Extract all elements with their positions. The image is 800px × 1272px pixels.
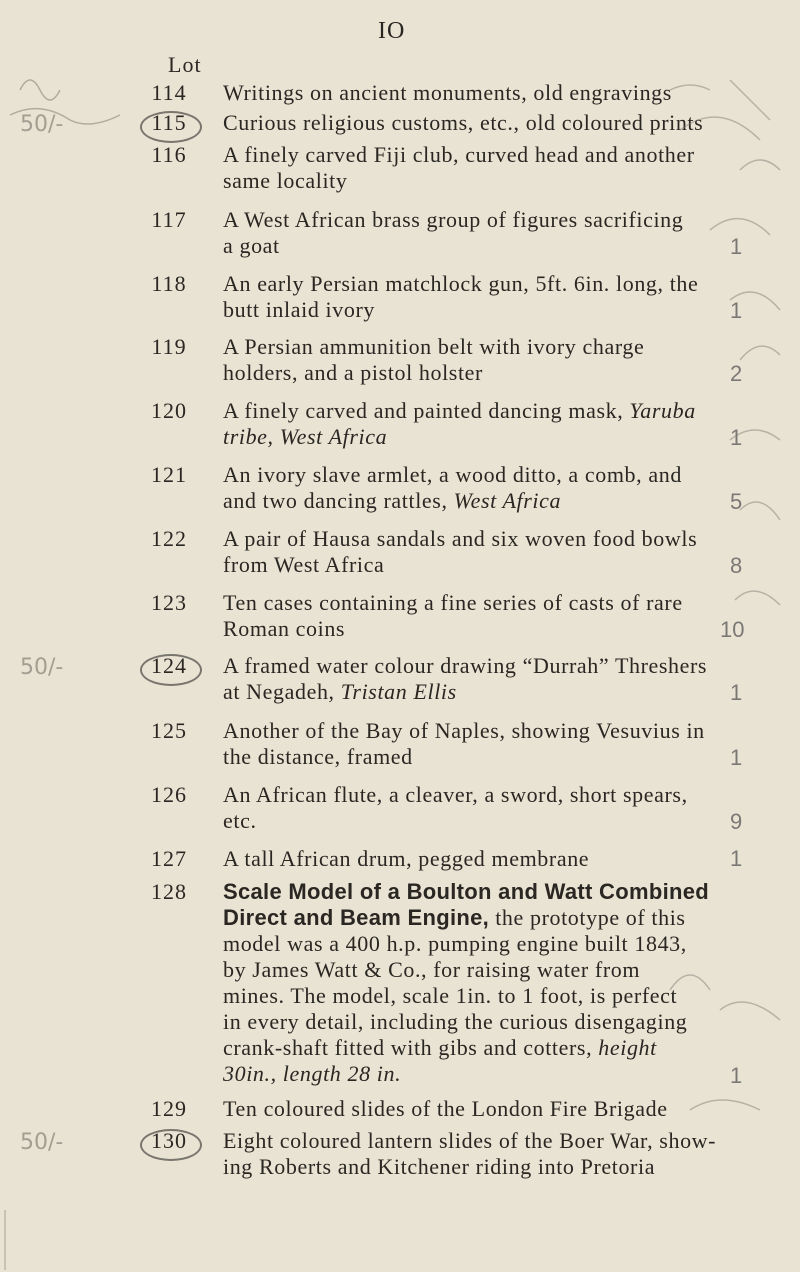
price-mark: 1 [730,425,743,450]
lot-description-line: mines. The model, scale 1in. to 1 foot, is perfect [223,983,678,1008]
lot-description [223,526,763,578]
lot-description-line: by James Watt & Co., for raising water from [223,957,641,982]
lot-description-line: Direct and Beam Engine, the prototype of this [223,905,686,930]
lot-number: 125 [151,718,187,743]
price-mark: 1 [730,298,743,323]
lot-description-line: A pair of Hausa sandals and six woven food bowls [223,526,698,551]
lot-description-line: A framed water colour drawing “Durrah” Threshers [223,653,708,678]
lot-number: 119 [151,334,187,359]
lot-description-line: 30in., length 28 in. [223,1061,402,1086]
lot-description [223,590,763,642]
lot-description-line: holders, and a pistol holster [223,360,483,385]
lot-description: Ten coloured slides of the London Fire Brigade [223,1096,668,1121]
lot-description-line: Another of the Bay of Naples, showing Vesuvius in [223,718,705,743]
price-mark: 2 [730,361,743,386]
lot-description [223,462,763,514]
price-mark: 10 [720,617,745,642]
lot-number: 127 [151,846,187,871]
lot-description-line: at Negadeh, Tristan Ellis [223,679,457,704]
lot-description [223,718,763,770]
price-mark: 8 [730,553,743,578]
lot-description-line: An ivory slave armlet, a wood ditto, a comb, and [223,462,682,487]
lot-description-line: Scale Model of a Boulton and Watt Combined [223,879,710,904]
lot-description-line: ing Roberts and Kitchener riding into Pretoria [223,1154,656,1179]
lot-number: 114 [151,80,187,105]
lot-description-line: model was a 400 h.p. pumping engine built 1843, [223,931,687,956]
lot-description-line: butt inlaid ivory [223,297,375,322]
price-mark: 1 [730,846,743,871]
pencil-circle-130 [140,1129,202,1161]
lot-description-line: same locality [223,168,348,193]
page-number: IO [378,18,406,44]
handwritten-note: 50/- [20,655,64,680]
lot-description-line: A finely carved and painted dancing mask, Yaruba [223,398,696,423]
handwritten-note: 50/- [20,112,64,137]
lot-number: 129 [151,1096,187,1121]
price-mark: 1 [730,680,743,705]
lot-description: Curious religious customs, etc., old coloured prints [223,110,704,135]
lot-description [223,782,763,834]
lot-description [223,207,763,259]
margin-scribble [0,1210,10,1270]
lot-description [223,142,763,194]
lot-description: Writings on ancient monuments, old engravings [223,80,672,105]
lot-number: 120 [151,398,187,423]
lot-description-line: crank-shaft fitted with gibs and cotters, height [223,1035,657,1060]
lot-number: 121 [151,462,187,487]
lot-number: 122 [151,526,187,551]
lot-number: 130 [151,1128,187,1153]
lot-description-line: A Persian ammunition belt with ivory charge [223,334,645,359]
lot-description-line: in every detail, including the curious disengaging [223,1009,688,1034]
lot-description-line: An early Persian matchlock gun, 5ft. 6in. long, the [223,271,699,296]
lot-number: 128 [151,879,187,904]
lot-number: 117 [151,207,187,232]
price-mark: 1 [730,745,743,770]
pencil-circle-115 [140,111,202,143]
lot-description-line: etc. [223,808,257,833]
price-mark: 9 [730,809,743,834]
lot-description-line: A West African brass group of figures sacrificing [223,207,684,232]
lot-description-line: Ten cases containing a fine series of casts of rare [223,590,683,615]
lot-description-line: An African flute, a cleaver, a sword, short spears, [223,782,688,807]
lot-number: 124 [151,653,187,678]
lot-number: 115 [151,110,187,135]
lot-description-line: A finely carved Fiji club, curved head and another [223,142,695,167]
margin-scribble [0,60,140,160]
price-mark: 1 [730,1063,743,1088]
lot-description [223,879,763,1087]
lot-description [223,653,763,705]
lot-description-line: Eight coloured lantern slides of the Boer War, show- [223,1128,717,1153]
lot-description [223,398,763,450]
handwritten-note: 50/- [20,1130,64,1155]
pencil-circle-124 [140,654,202,686]
lot-description-line: from West Africa [223,552,385,577]
lot-description-line: the distance, framed [223,744,413,769]
lot-number: 123 [151,590,187,615]
lot-description-line: tribe, West Africa [223,424,388,449]
price-mark: 5 [730,489,743,514]
price-mark: 1 [730,234,743,259]
lot-number: 126 [151,782,187,807]
lot-description [223,334,763,386]
lot-description-line: Roman coins [223,616,346,641]
lot-column-header: Lot [168,52,202,77]
lot-description-line: and two dancing rattles, West Africa [223,488,562,513]
lot-number: 118 [151,271,187,296]
lot-number: 116 [151,142,187,167]
lot-description [223,271,763,323]
lot-description-line: a goat [223,233,280,258]
lot-description: A tall African drum, pegged membrane [223,846,590,871]
lot-description [223,1128,763,1180]
